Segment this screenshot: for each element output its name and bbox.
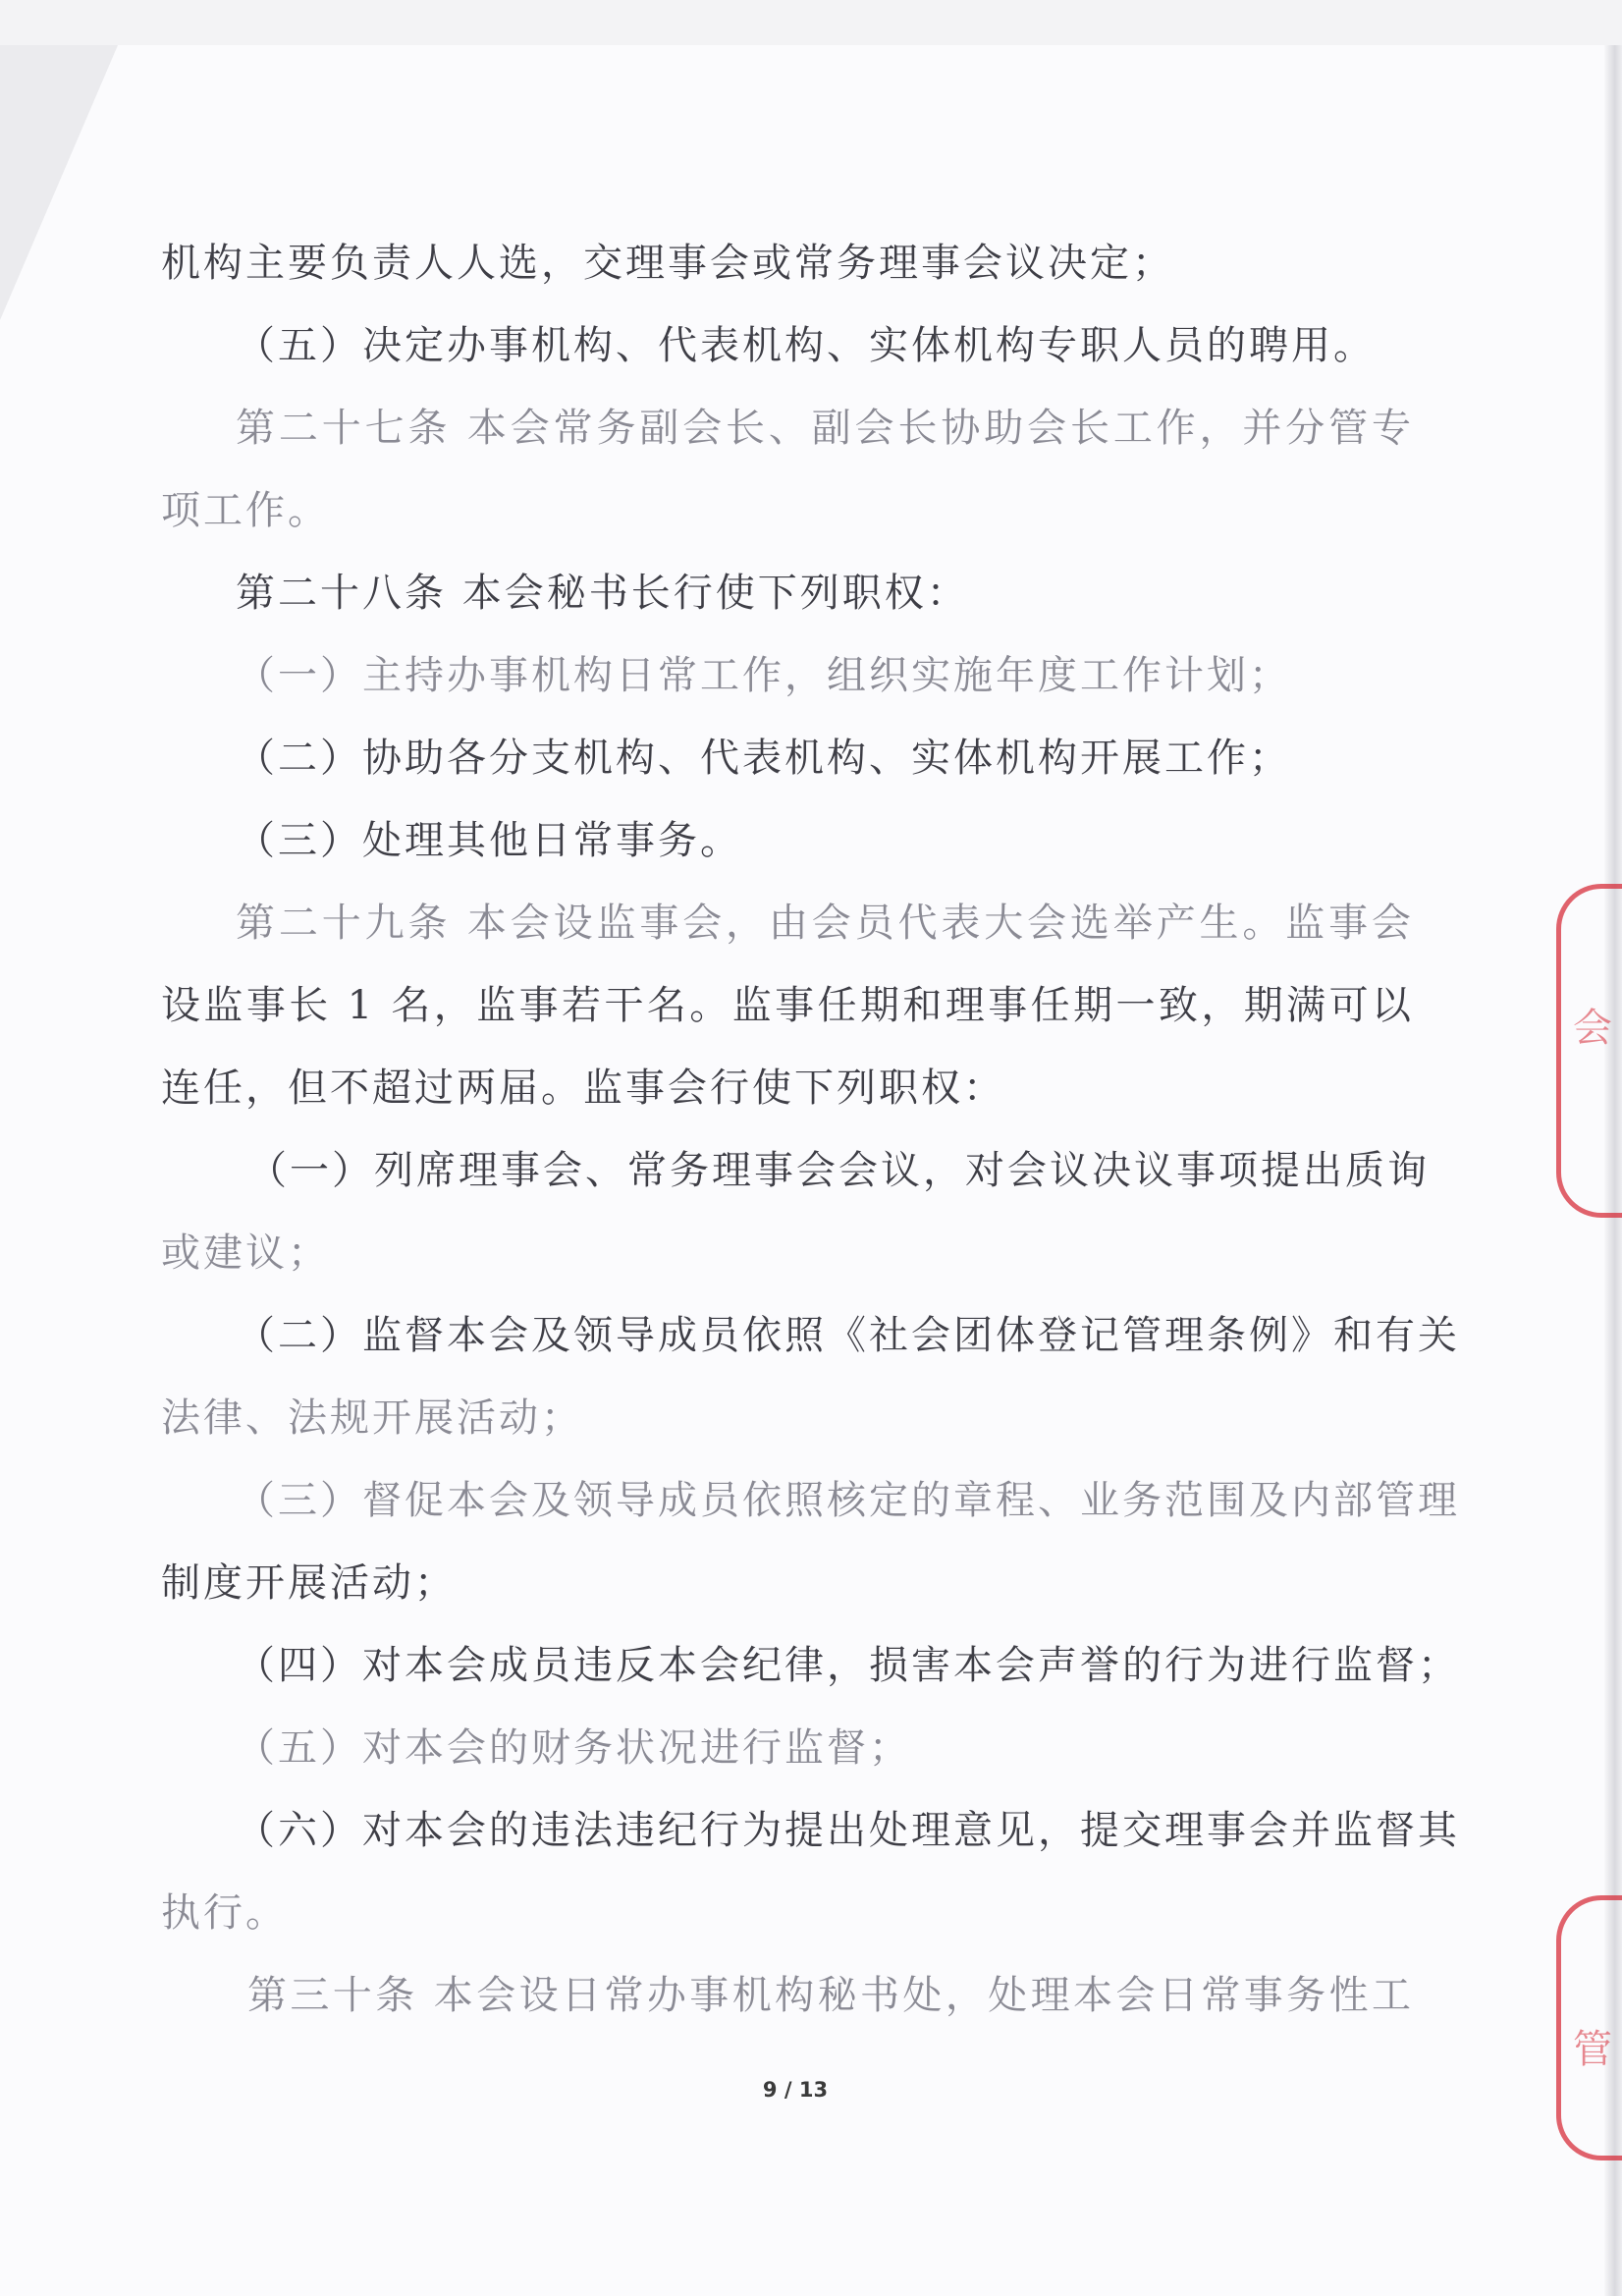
text-line-2: （五）决定办事机构、代表机构、实体机构专职人员的聘用。 — [236, 323, 1376, 368]
text-line-1: 机构主要负责人人选，交理事会或常务理事会议决定； — [161, 241, 1174, 286]
text-line-11: 连任，但不超过两届。监事会行使下列职权： — [161, 1066, 1005, 1111]
text-line-20: （六）对本会的违法违纪行为提出处理意见，提交理事会并监督其 — [236, 1808, 1460, 1853]
text-line-18: （四）对本会成员违反本会纪律，损害本会声誉的行为进行监督； — [236, 1643, 1460, 1688]
text-line-6: （一）主持办事机构日常工作，组织实施年度工作计划； — [236, 653, 1291, 698]
seal-text-bottom: 管 — [1573, 2027, 1612, 2072]
scan-top-band — [0, 0, 1622, 45]
text-line-3: 第二十七条 本会常务副会长、副会长协助会长工作，并分管专 — [236, 406, 1414, 451]
text-line-14: （二）监督本会及领导成员依照《社会团体登记管理条例》和有关 — [236, 1313, 1460, 1358]
text-line-16: （三）督促本会及领导成员依照核定的章程、业务范围及内部管理 — [236, 1478, 1460, 1523]
text-line-10: 设监事长 1 名，监事若干名。监事任期和理事任期一致，期满可以 — [161, 983, 1414, 1028]
text-line-12: （一）列席理事会、常务理事会会议，对会议决议事项提出质询 — [247, 1148, 1430, 1193]
text-line-7: （二）协助各分支机构、代表机构、实体机构开展工作； — [236, 736, 1291, 781]
text-line-5: 第二十八条 本会秘书长行使下列职权： — [236, 571, 969, 616]
red-seal-stamp-top — [1556, 884, 1622, 1218]
text-line-21: 执行。 — [161, 1890, 288, 1936]
text-line-8: （三）处理其他日常事务。 — [236, 818, 742, 863]
text-line-15: 法律、法规开展活动； — [161, 1395, 583, 1441]
text-line-4: 项工作。 — [161, 488, 330, 533]
red-seal-stamp-bottom — [1556, 1895, 1622, 2160]
text-line-17: 制度开展活动； — [161, 1560, 457, 1606]
text-line-9: 第二十九条 本会设监事会，由会员代表大会选举产生。监事会 — [236, 901, 1414, 946]
folded-corner — [0, 45, 118, 320]
text-line-22: 第三十条 本会设日常办事机构秘书处，处理本会日常事务性工 — [247, 1973, 1414, 2018]
page-number: 9 / 13 — [762, 2078, 829, 2102]
text-line-13: 或建议； — [161, 1230, 330, 1276]
text-line-19: （五）对本会的财务状况进行监督； — [236, 1725, 911, 1771]
seal-text-top: 会 — [1573, 1006, 1612, 1051]
